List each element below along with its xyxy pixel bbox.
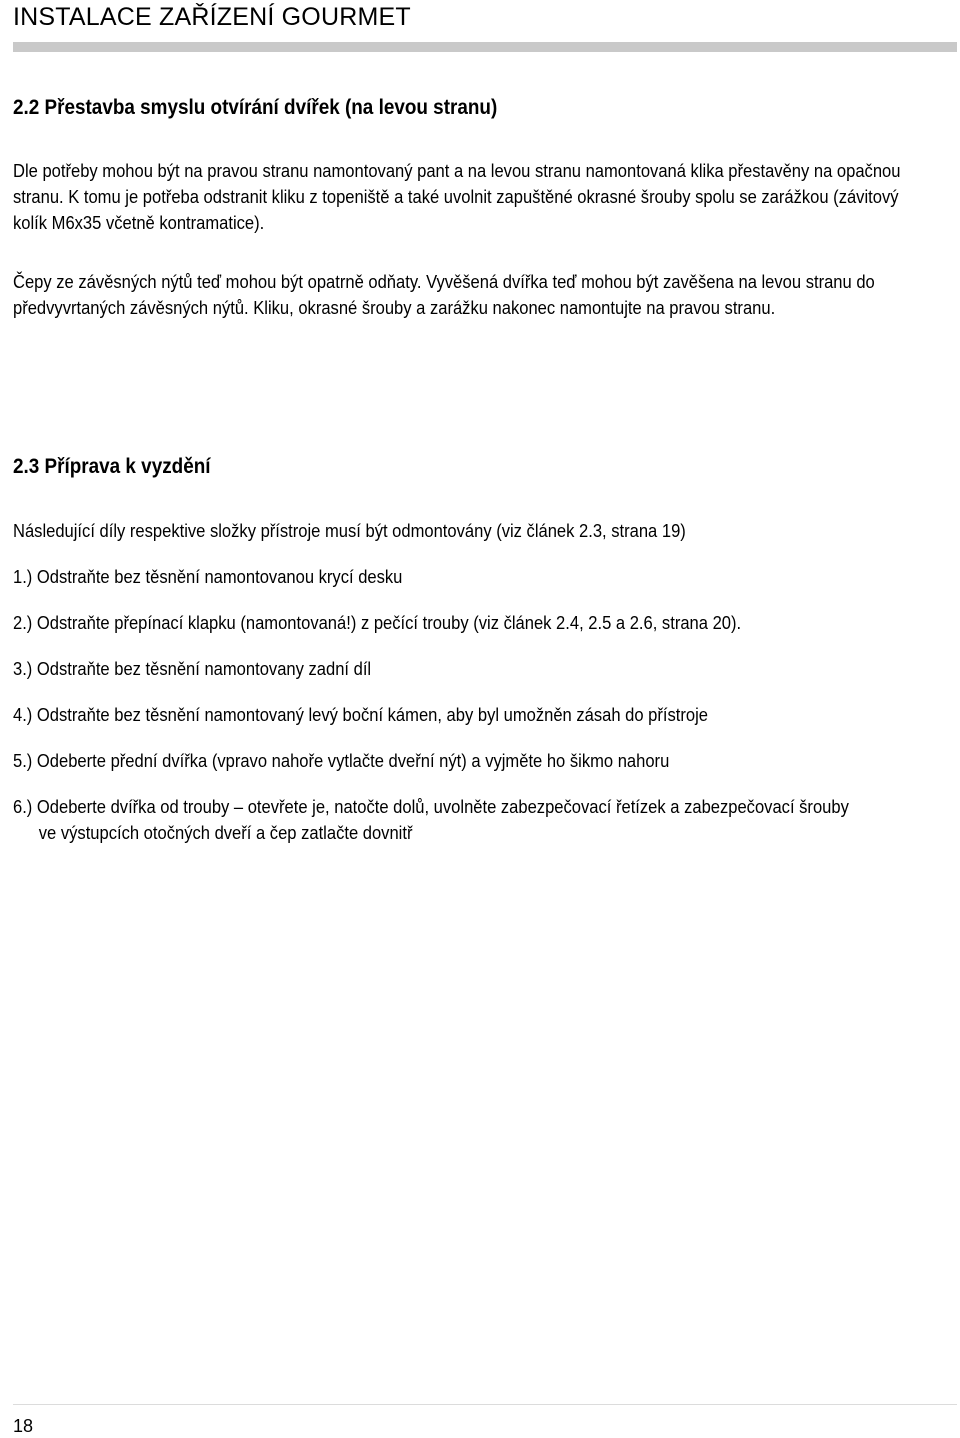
paragraph-line: předvyvrtaných závěsných nýtů. Kliku, okrasné šrouby a zarážku nakonec namontujte na pravou stranu. xyxy=(13,298,776,318)
step-2 xyxy=(13,610,942,636)
step-text: 6.) Odeberte dvířka od trouby – otevřete je, natočte dolů, uvolněte zabezpečovací řetízek a zabezpečovací šrouby xyxy=(13,797,849,817)
step-1 xyxy=(13,564,942,590)
step-3 xyxy=(13,656,942,682)
paragraph-line: Dle potřeby mohou být na pravou stranu namontovaný pant a na levou stranu namontovaná klika přestavěny na opačnou xyxy=(13,161,901,181)
paragraph-hinge-pins xyxy=(13,269,942,321)
page-number: 18 xyxy=(13,1416,34,1436)
header-divider xyxy=(13,42,957,52)
document-header-title: INSTALACE ZAŘÍZENÍ GOURMET xyxy=(13,3,411,31)
step-text: 2.) Odstraňte přepínací klapku (namontovaná!) z pečící trouby (viz článek 2.4, 2.5 a 2.6, strana 20). xyxy=(13,613,742,633)
step-6 xyxy=(13,794,942,846)
step-text-continuation: ve výstupcích otočných dveří a čep zatlačte dovnitř xyxy=(38,823,413,843)
paragraph-line: stranu. K tomu je potřeba odstranit kliku z topeniště a také uvolnit zapuštěné okrasné šrouby spolu se zarážkou (závitový xyxy=(13,187,899,207)
intro-text: Následující díly respektive složky přístroje musí být odmontovány (viz článek 2.3, strana 19) xyxy=(13,521,686,541)
step-text: 4.) Odstraňte bez těsnění namontovaný levý boční kámen, aby byl umožněn zásah do přístroje xyxy=(13,705,708,725)
step-5 xyxy=(13,748,942,774)
step-text: 5.) Odeberte přední dvířka (vpravo nahoře vytlačte dveřní nýt) a vyjměte ho šikmo nahoru xyxy=(13,751,670,771)
step-text: 3.) Odstraňte bez těsnění namontovany zadní díl xyxy=(13,659,372,679)
paragraph-door-hinge-swap xyxy=(13,158,942,236)
section-heading-2-2: 2.2 Přestavba smyslu otvírání dvířek (na levou stranu) xyxy=(13,96,498,119)
paragraph-line: kolík M6x35 včetně kontramatice). xyxy=(13,213,265,233)
step-4 xyxy=(13,702,942,728)
section-intro xyxy=(13,518,942,544)
section-heading-2-3: 2.3 Příprava k vyzdění xyxy=(13,455,211,478)
paragraph-line: Čepy ze závěsných nýtů teď mohou být opatrně odňaty. Vyvěšená dvířka teď mohou být zavěšena na levou stranu do xyxy=(13,272,875,292)
footer-divider xyxy=(13,1404,957,1405)
step-text: 1.) Odstraňte bez těsnění namontovanou krycí desku xyxy=(13,567,403,587)
